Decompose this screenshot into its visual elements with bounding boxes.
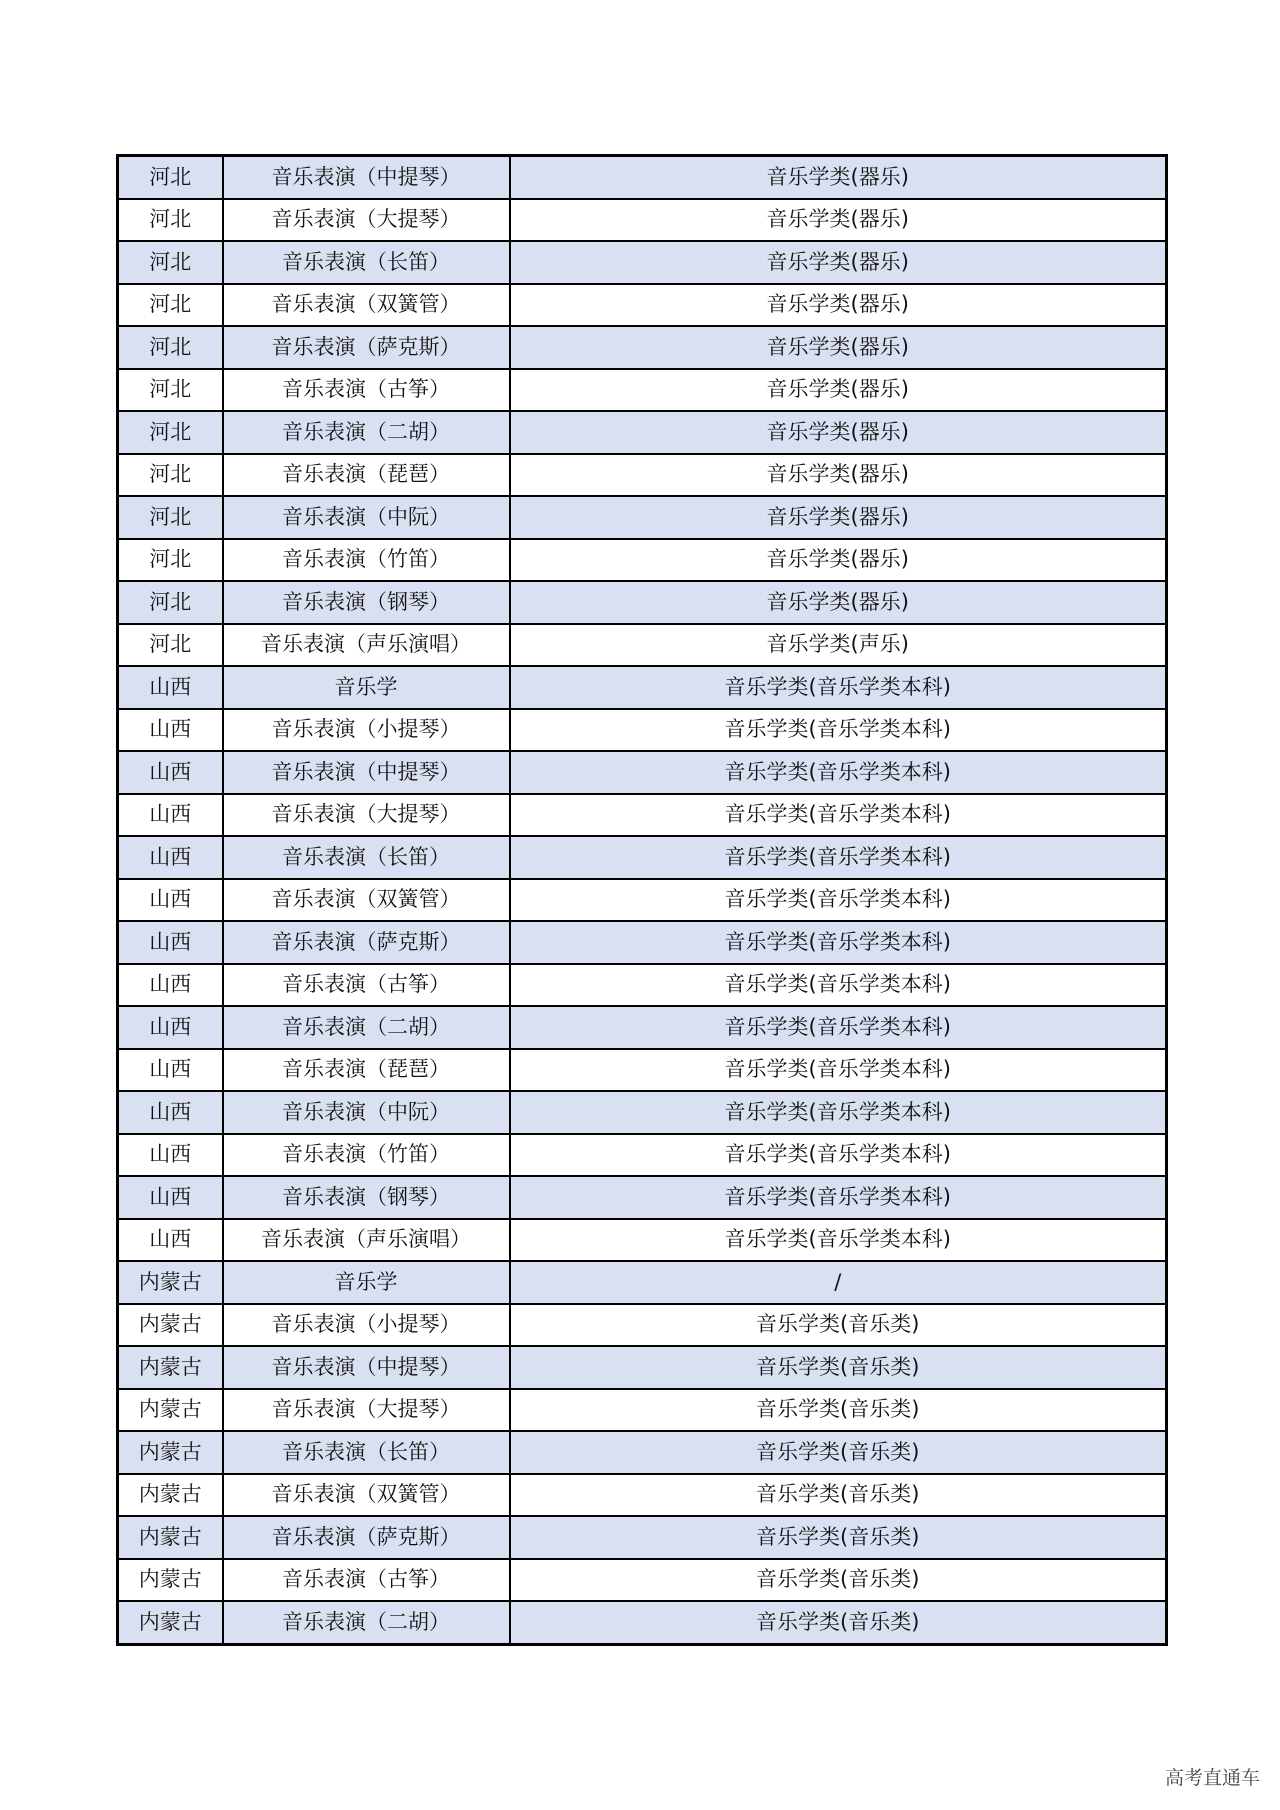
major-cell: 音乐表演（二胡） <box>223 411 510 454</box>
province-cell: 山西 <box>118 1049 223 1092</box>
table-row <box>118 1049 1167 1092</box>
major-cell: 音乐表演（中阮） <box>223 1091 510 1134</box>
major-cell: 音乐表演（长笛） <box>223 836 510 879</box>
major-cell: 音乐表演（钢琴） <box>223 1176 510 1219</box>
province-cell: 河北 <box>118 624 223 667</box>
major-cell: 音乐表演（双簧管） <box>223 879 510 922</box>
province-cell: 山西 <box>118 879 223 922</box>
province-cell: 内蒙古 <box>118 1516 223 1559</box>
table-row <box>118 326 1167 369</box>
province-cell: 山西 <box>118 921 223 964</box>
table-row <box>118 1261 1167 1304</box>
table-row <box>118 199 1167 242</box>
category-cell: 音乐学类(音乐学类本科) <box>510 879 1167 922</box>
table-row <box>118 1346 1167 1389</box>
category-cell: 音乐学类(音乐学类本科) <box>510 1049 1167 1092</box>
province-cell: 山西 <box>118 751 223 794</box>
category-cell: 音乐学类(音乐类) <box>510 1474 1167 1517</box>
province-cell: 山西 <box>118 1091 223 1134</box>
category-cell: 音乐学类(器乐) <box>510 411 1167 454</box>
major-cell: 音乐表演（小提琴） <box>223 1304 510 1347</box>
category-cell: 音乐学类(器乐) <box>510 156 1167 199</box>
category-cell: 音乐学类(音乐学类本科) <box>510 794 1167 837</box>
category-cell: 音乐学类(音乐类) <box>510 1304 1167 1347</box>
category-cell: 音乐学类(音乐类) <box>510 1559 1167 1602</box>
province-cell: 河北 <box>118 199 223 242</box>
province-cell: 河北 <box>118 411 223 454</box>
table-row <box>118 284 1167 327</box>
category-cell: 音乐学类(音乐学类本科) <box>510 1091 1167 1134</box>
major-cell: 音乐表演（双簧管） <box>223 1474 510 1517</box>
major-cell: 音乐表演（古筝） <box>223 964 510 1007</box>
category-cell: 音乐学类(器乐) <box>510 284 1167 327</box>
major-cell: 音乐表演（长笛） <box>223 1431 510 1474</box>
province-cell: 内蒙古 <box>118 1389 223 1432</box>
province-cell: 内蒙古 <box>118 1474 223 1517</box>
province-cell: 河北 <box>118 496 223 539</box>
table-row <box>118 836 1167 879</box>
major-cell: 音乐表演（长笛） <box>223 241 510 284</box>
category-cell: 音乐学类(器乐) <box>510 454 1167 497</box>
major-cell: 音乐表演（大提琴） <box>223 199 510 242</box>
table-row <box>118 1516 1167 1559</box>
category-cell: 音乐学类(音乐类) <box>510 1431 1167 1474</box>
major-cell: 音乐学 <box>223 1261 510 1304</box>
table-row <box>118 921 1167 964</box>
table-row <box>118 1304 1167 1347</box>
major-cell: 音乐表演（二胡） <box>223 1601 510 1644</box>
province-cell: 内蒙古 <box>118 1559 223 1602</box>
table-row <box>118 794 1167 837</box>
major-cell: 音乐表演（大提琴） <box>223 794 510 837</box>
province-cell: 内蒙古 <box>118 1601 223 1644</box>
province-cell: 山西 <box>118 1006 223 1049</box>
major-cell: 音乐表演（中提琴） <box>223 751 510 794</box>
category-cell: 音乐学类(器乐) <box>510 369 1167 412</box>
province-cell: 山西 <box>118 964 223 1007</box>
table-row <box>118 879 1167 922</box>
table-row <box>118 411 1167 454</box>
major-table <box>116 154 1168 1646</box>
major-cell: 音乐表演（中提琴） <box>223 156 510 199</box>
province-cell: 河北 <box>118 539 223 582</box>
major-cell: 音乐表演（大提琴） <box>223 1389 510 1432</box>
table-row <box>118 1091 1167 1134</box>
table-row <box>118 1431 1167 1474</box>
category-cell: 音乐学类(音乐学类本科) <box>510 921 1167 964</box>
category-cell: 音乐学类(音乐学类本科) <box>510 666 1167 709</box>
major-cell: 音乐表演（中提琴） <box>223 1346 510 1389</box>
table-row <box>118 1389 1167 1432</box>
category-cell: 音乐学类(器乐) <box>510 539 1167 582</box>
major-cell: 音乐表演（双簧管） <box>223 284 510 327</box>
watermark: 高考直通车 <box>1164 1767 1260 1789</box>
major-cell: 音乐学 <box>223 666 510 709</box>
table-row <box>118 709 1167 752</box>
province-cell: 山西 <box>118 1219 223 1262</box>
table-row <box>118 156 1167 199</box>
table-row <box>118 1006 1167 1049</box>
major-cell: 音乐表演（中阮） <box>223 496 510 539</box>
table-row <box>118 964 1167 1007</box>
province-cell: 内蒙古 <box>118 1346 223 1389</box>
table-row <box>118 1559 1167 1602</box>
province-cell: 河北 <box>118 241 223 284</box>
major-cell: 音乐表演（萨克斯） <box>223 921 510 964</box>
table-row <box>118 1219 1167 1262</box>
category-cell: 音乐学类(音乐类) <box>510 1346 1167 1389</box>
table-row <box>118 539 1167 582</box>
category-cell: 音乐学类(音乐学类本科) <box>510 751 1167 794</box>
major-cell: 音乐表演（琵琶） <box>223 1049 510 1092</box>
category-cell: 音乐学类(器乐) <box>510 199 1167 242</box>
major-cell: 音乐表演（萨克斯） <box>223 326 510 369</box>
table-row <box>118 581 1167 624</box>
category-cell: 音乐学类(音乐学类本科) <box>510 709 1167 752</box>
major-cell: 音乐表演（竹笛） <box>223 1134 510 1177</box>
major-cell: 音乐表演（古筝） <box>223 369 510 412</box>
category-cell: 音乐学类(器乐) <box>510 496 1167 539</box>
category-cell: 音乐学类(音乐学类本科) <box>510 1006 1167 1049</box>
major-cell: 音乐表演（萨克斯） <box>223 1516 510 1559</box>
province-cell: 山西 <box>118 1134 223 1177</box>
category-cell: 音乐学类(声乐) <box>510 624 1167 667</box>
category-cell: 音乐学类(音乐学类本科) <box>510 964 1167 1007</box>
category-cell: 音乐学类(音乐类) <box>510 1389 1167 1432</box>
table-row <box>118 666 1167 709</box>
province-cell: 河北 <box>118 581 223 624</box>
table-row <box>118 1176 1167 1219</box>
category-cell: 音乐学类(音乐学类本科) <box>510 1176 1167 1219</box>
major-cell: 音乐表演（钢琴） <box>223 581 510 624</box>
province-cell: 河北 <box>118 454 223 497</box>
major-cell: 音乐表演（二胡） <box>223 1006 510 1049</box>
major-cell: 音乐表演（声乐演唱） <box>223 1219 510 1262</box>
major-cell: 音乐表演（竹笛） <box>223 539 510 582</box>
category-cell: 音乐学类(音乐学类本科) <box>510 1134 1167 1177</box>
table-row <box>118 624 1167 667</box>
table-row <box>118 751 1167 794</box>
province-cell: 河北 <box>118 156 223 199</box>
province-cell: 山西 <box>118 836 223 879</box>
major-cell: 音乐表演（古筝） <box>223 1559 510 1602</box>
category-cell: 音乐学类(器乐) <box>510 241 1167 284</box>
table-row <box>118 454 1167 497</box>
table-row <box>118 241 1167 284</box>
table-row <box>118 1134 1167 1177</box>
province-cell: 内蒙古 <box>118 1431 223 1474</box>
category-cell: 音乐学类(音乐类) <box>510 1601 1167 1644</box>
province-cell: 内蒙古 <box>118 1261 223 1304</box>
category-cell: 音乐学类(器乐) <box>510 326 1167 369</box>
province-cell: 内蒙古 <box>118 1304 223 1347</box>
province-cell: 河北 <box>118 326 223 369</box>
category-cell: 音乐学类(音乐学类本科) <box>510 1219 1167 1262</box>
province-cell: 河北 <box>118 284 223 327</box>
table-row <box>118 369 1167 412</box>
table-body <box>118 156 1167 1645</box>
major-cell: 音乐表演（小提琴） <box>223 709 510 752</box>
table-row <box>118 496 1167 539</box>
province-cell: 山西 <box>118 1176 223 1219</box>
table-row <box>118 1474 1167 1517</box>
category-cell: 音乐学类(音乐类) <box>510 1516 1167 1559</box>
province-cell: 河北 <box>118 369 223 412</box>
province-cell: 山西 <box>118 709 223 752</box>
table-row <box>118 1601 1167 1644</box>
major-cell: 音乐表演（琵琶） <box>223 454 510 497</box>
major-cell: 音乐表演（声乐演唱） <box>223 624 510 667</box>
category-cell: 音乐学类(器乐) <box>510 581 1167 624</box>
category-cell: 音乐学类(音乐学类本科) <box>510 836 1167 879</box>
province-cell: 山西 <box>118 666 223 709</box>
category-cell: / <box>510 1261 1167 1304</box>
province-cell: 山西 <box>118 794 223 837</box>
